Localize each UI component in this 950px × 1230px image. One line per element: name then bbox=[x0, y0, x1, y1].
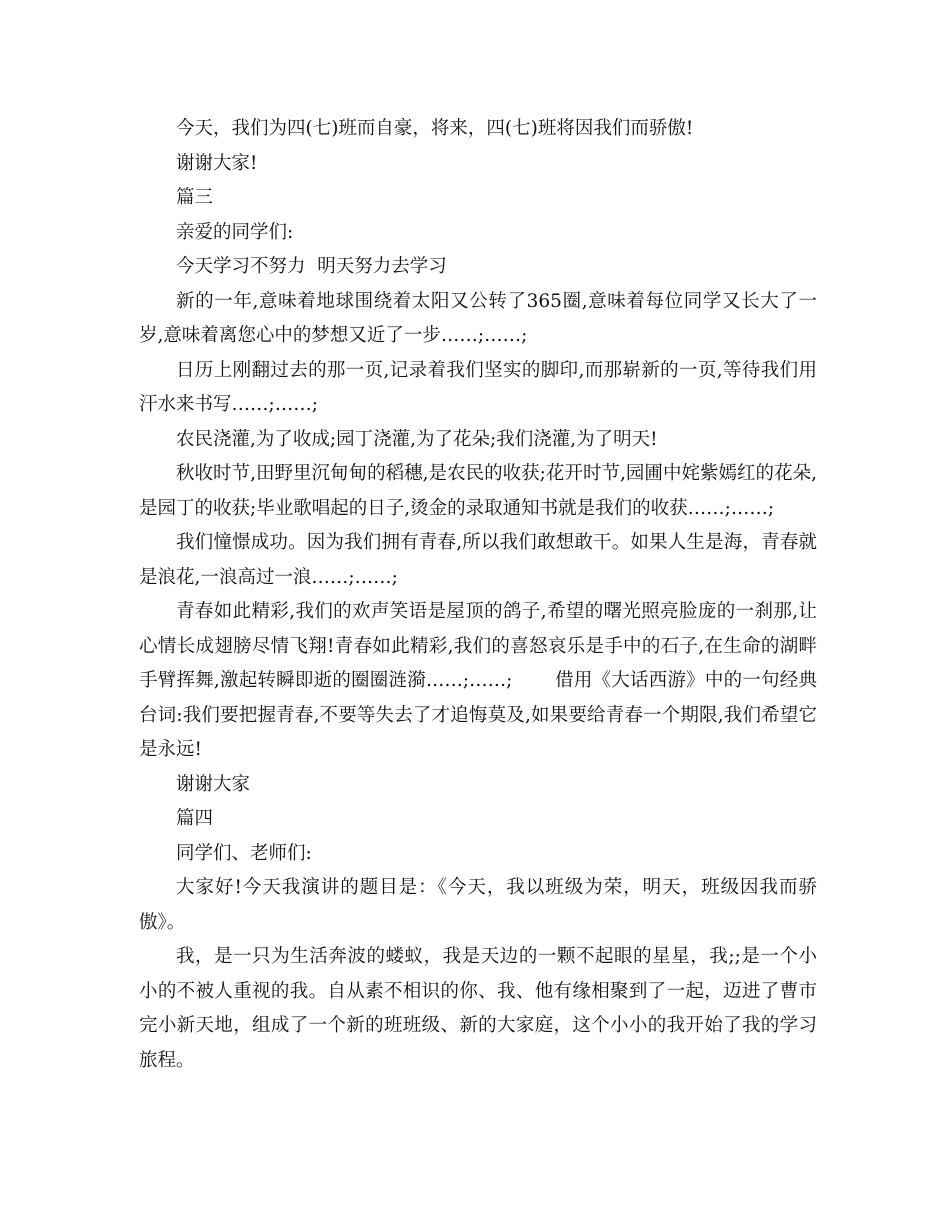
paragraph-success: 我们憧憬成功。因为我们拥有青春,所以我们敢想敢干。如果人生是海，青春就是浪花,一浪高过一浪……;……; bbox=[139, 532, 817, 588]
paragraph-harvest: 秋收时节,田野里沉甸甸的稻穗,是农民的收获;花开时节,园圃中姹紫嫣红的花朵,是园丁的收获;毕业歌唱起的日子,烫金的录取通知书就是我们的收获……;……; bbox=[139, 463, 817, 519]
salutation-students-teachers: 同学们、老师们: bbox=[176, 842, 312, 864]
section-heading-3: 篇三 bbox=[176, 187, 214, 208]
paragraph-new-year: 新的一年,意味着地球围绕着太阳又公转了365圈,意味着每位同学又长大了一岁,意味着离您心中的梦想又近了一步……;……; bbox=[139, 290, 817, 346]
paragraph-self-intro: 我，是一只为生活奔波的蝼蚁，我是天边的一颗不起眼的星星，我;;是一个小小的不被人重视的我。自从素不相识的你、我、他有缘相聚到了一起，迈进了曹市完小新天地，组成了一个新的班班级、新的大家庭，这个小小的我开始了我的学习旅程。 bbox=[139, 946, 817, 1071]
paragraph-conclusion-pride: 今天，我们为四(七)班而自豪，将来，四(七)班将因我们而骄傲! bbox=[176, 118, 694, 139]
paragraph-thanks: 谢谢大家! bbox=[176, 152, 258, 174]
paragraph-youth: 青春如此精彩,我们的欢声笑语是屋顶的鸽子,希望的曙光照亮脸庞的一刹那,让心情长成翅膀尽情飞翔!青春如此精彩,我们的喜怒哀乐是手中的石子,在生命的湖畔手臂挥舞,激起转瞬即逝的圈圈涟漪……;……; 借用《大话西游》中的一句经典台词:我们要把握青春,不要等失去了才追悔莫及,如果要给青春一个期限,我们希望它是永远! bbox=[139, 601, 817, 760]
speech-title: 今天学习不努力 明天努力去学习 bbox=[176, 256, 447, 277]
paragraph-speech-topic: 大家好!今天我演讲的题目是：《今天，我以班级为荣，明天，班级因我而骄傲》。 bbox=[139, 877, 817, 933]
paragraph-calendar: 日历上刚翻过去的那一页,记录着我们坚实的脚印,而那崭新的一页,等待我们用汗水来书写……;……; bbox=[139, 359, 817, 415]
section-heading-4: 篇四 bbox=[176, 808, 214, 829]
salutation-classmates: 亲爱的同学们: bbox=[176, 221, 294, 243]
paragraph-watering: 农民浇灌,为了收成;园丁浇灌,为了花朵;我们浇灌,为了明天! bbox=[176, 428, 658, 450]
document-body bbox=[139, 112, 817, 1078]
paragraph-thanks-2: 谢谢大家 bbox=[176, 773, 251, 795]
